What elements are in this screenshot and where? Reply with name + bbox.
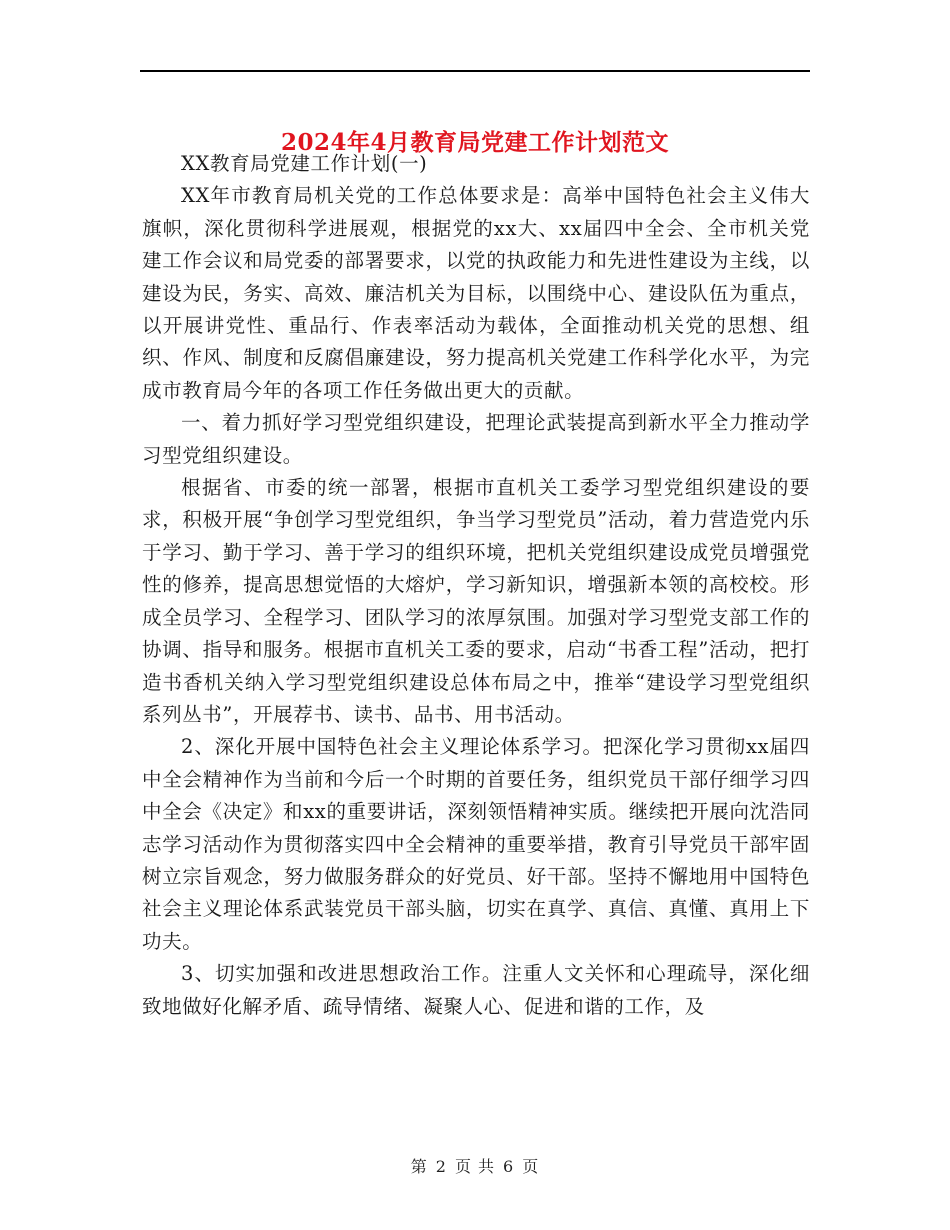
paragraph-section-1-heading: 一、着力抓好学习型党组织建设，把理论武装提高到新水平全力推动学习型党组织建设。	[142, 411, 810, 467]
document-body	[142, 148, 810, 1023]
footer-total-pages: 6	[503, 1157, 515, 1176]
header-rule	[140, 70, 810, 72]
footer-prefix: 第	[410, 1157, 428, 1176]
page-footer	[0, 1154, 950, 1177]
paragraph-subtitle: XX教育局党建工作计划(一)	[181, 152, 428, 175]
paragraph-item-3: 3、切实加强和改进思想政治工作。注重人文关怀和心理疏导，深化细致地做好化解矛盾、疏导情绪、凝聚人心、促进和谐的工作，及	[142, 962, 810, 1018]
paragraph-item-2: 2、深化开展中国特色社会主义理论体系学习。把深化学习贯彻xx届四中全会精神作为当前和今后一个时期的首要任务，组织党员干部仔细学习四中全会《决定》和xx的重要讲话，深刻领悟精神实质。继续把开展向沈浩同志学习活动作为贯彻落实四中全会精神的重要举措，教育引导党员干部牢固树立宗旨观念，努力做服务群众的好党员、好干部。坚持不懈地用中国特色社会主义理论体系武装党员干部头脑，切实在真学、真信、真懂、真用上下功夫。	[142, 735, 810, 953]
paragraph-overview: XX年市教育局机关党的工作总体要求是：高举中国特色社会主义伟大旗帜，深化贯彻科学进展观，根据党的xx大、xx届四中全会、全市机关党建工作会议和局党委的部署要求，以党的执政能力和先进性建设为主线，以建设为民，务实、高效、廉洁机关为目标，以围绕中心、建设队伍为重点，以开展讲党性、重品行、作表率活动为载体，全面推动机关党的思想、组织、作风、制度和反腐倡廉建设，努力提高机关党建工作科学化水平，为完成市教育局今年的各项工作任务做出更大的贡献。	[142, 184, 810, 402]
document-title: 2024年4月教育局党建工作计划范文	[280, 129, 670, 157]
footer-middle: 页 共	[454, 1157, 496, 1176]
paragraph-section-1-body: 根据省、市委的统一部署，根据市直机关工委学习型党组织建设的要求，积极开展“争创学习型党组织，争当学习型党员”活动，着力营造党内乐于学习、勤于学习、善于学习的组织环境，把机关党组织建设成党员增强党性的修养，提高思想觉悟的大熔炉，学习新知识，增强新本领的高校校。形成全员学习、全程学习、团队学习的浓厚氛围。加强对学习型党支部工作的协调、指导和服务。根据市直机关工委的要求，启动“书香工程”活动，把打造书香机关纳入学习型党组织建设总体布局之中，推举“建设学习型党组织系列丛书”，开展荐书、读书、品书、用书活动。	[142, 476, 810, 726]
footer-current-page: 2	[435, 1157, 447, 1176]
footer-suffix: 页	[522, 1157, 540, 1176]
